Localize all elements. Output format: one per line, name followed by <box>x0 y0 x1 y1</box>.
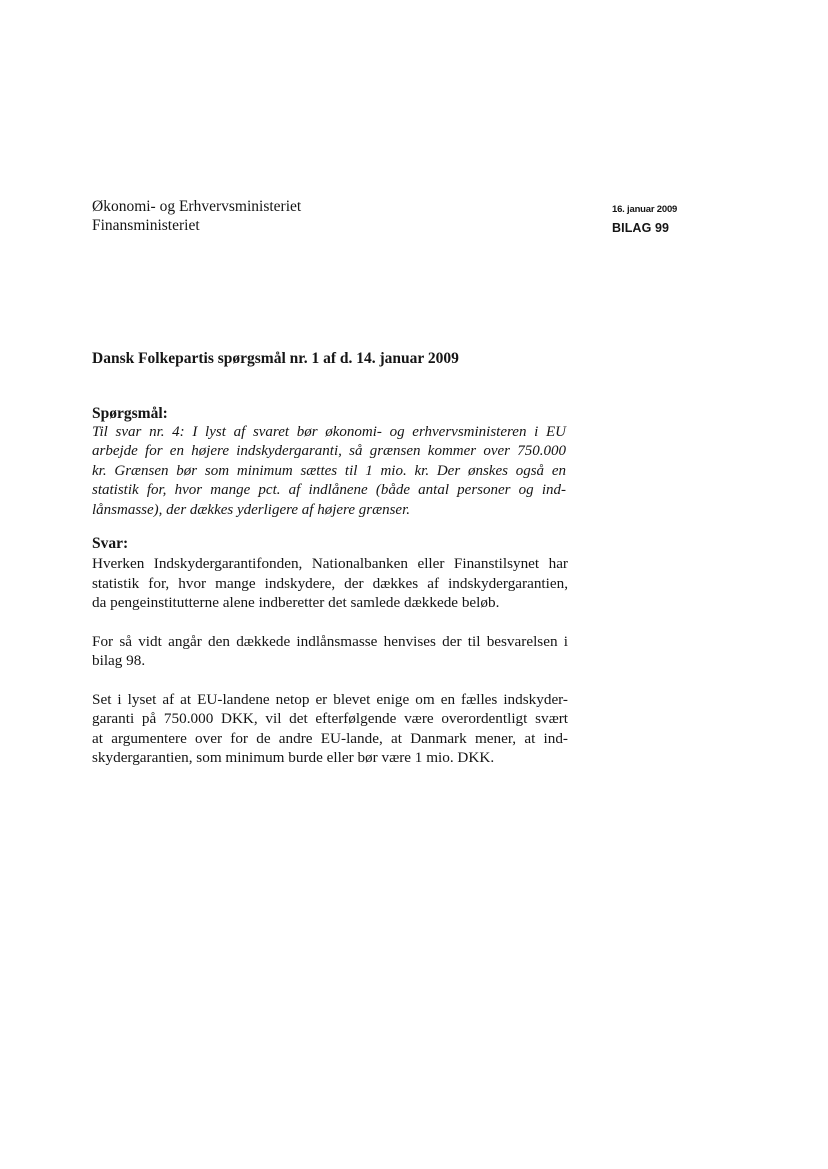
answer-line: garanti på 750.000 DKK, vil det efterfølgende være overordentligt svært <box>92 710 568 727</box>
sender-ministry-2: Finansministeriet <box>92 217 200 234</box>
document-date: 16. januar 2009 <box>612 204 678 215</box>
answer-section <box>92 534 568 768</box>
answer-line: For så vidt angår den dækkede indlånsmasse henvises der til besvarelsen i <box>92 632 568 650</box>
question-line: kr. Grænsen bør som minimum sættes til 1 mio. kr. Der ønskes også en <box>92 462 566 479</box>
answer-line: statistik for, hvor mange indskydere, der dækkes af indskydergarantien, <box>92 574 568 592</box>
question-line: arbejde for en højere indskydergaranti, så grænsen kommer over 750.000 <box>92 443 566 460</box>
answer-line: bilag 98. <box>92 652 146 669</box>
answer-line: skydergarantien, som minimum burde eller bør være 1 mio. DKK. <box>92 749 495 766</box>
answer-line: Set i lyset af at EU-landene netop er blevet enige om en fælles indskyder- <box>92 690 568 708</box>
question-heading: Spørgsmål: <box>92 405 168 422</box>
question-body <box>92 423 566 520</box>
question-line: lånsmasse), der dækkes yderligere af højere grænser. <box>92 501 411 518</box>
question-line: statistik for, hvor mange pct. af indlånene (både antal personer og ind- <box>92 482 566 499</box>
question-line: Til svar nr. 4: I lyst af svaret bør økonomi- og erhvervsministeren i EU <box>92 424 566 440</box>
answer-heading: Svar: <box>92 535 129 552</box>
bilag-number: BILAG 99 <box>612 221 670 235</box>
answer-line: da pengeinstitutterne alene indberetter det samlede dækkede beløb. <box>92 594 500 611</box>
answer-line: Hverken Indskydergarantifonden, Nationalbanken eller Finanstilsynet har <box>92 555 568 572</box>
answer-line: at argumentere over for de andre EU-lande, at Danmark mener, at ind- <box>92 729 568 747</box>
document-meta <box>612 204 677 236</box>
answer-paragraph-2 <box>92 632 568 671</box>
sender-ministry-1: Økonomi- og Erhvervsministeriet <box>92 198 302 215</box>
answer-paragraph-3 <box>92 690 568 768</box>
sender-block <box>92 197 301 235</box>
answer-paragraph-1 <box>92 554 568 613</box>
question-section <box>92 404 566 520</box>
document-title: Dansk Folkepartis spørgsmål nr. 1 af d. 14. januar 2009 <box>92 350 459 367</box>
